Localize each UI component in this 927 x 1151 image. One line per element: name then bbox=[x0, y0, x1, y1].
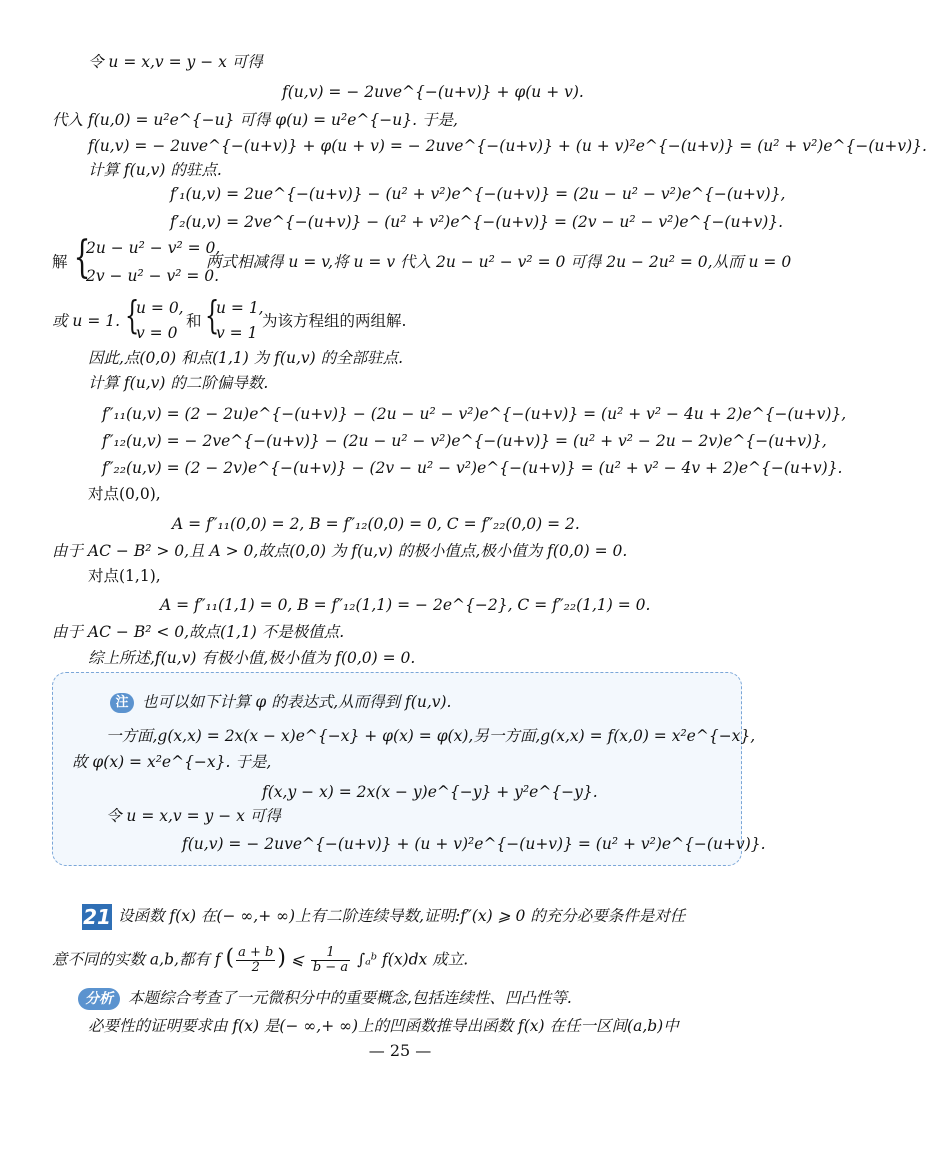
equation-line: f(u,v) = − 2uve^{−(u+v)} + φ(u + v) = − 2uve^{−(u+v)} + (u + v)²e^{−(u+v)} = (u² + v²)e^{−(u+v)}. bbox=[88, 137, 927, 155]
fraction bbox=[311, 946, 350, 975]
equation-line: f″₁₂(u,v) = − 2ve^{−(u+v)} − (2u − u² − v²)e^{−(u+v)} = (u² + v² − 2u − 2v)e^{−(u+v)}, bbox=[102, 432, 827, 450]
equation-line: f″₂₂(u,v) = (2 − 2v)e^{−(u+v)} − (2v − u² − v²)e^{−(u+v)} = (u² + v² − 4v + 2)e^{−(u+v)}. bbox=[102, 459, 843, 477]
text-line: 因此,点(0,0) 和点(1,1) 为 f(u,v) 的全部驻点. bbox=[88, 349, 404, 367]
note-text: 也可以如下计算 φ 的表达式,从而得到 f(u,v). bbox=[142, 693, 452, 711]
equation-line: f′₂(u,v) = 2ve^{−(u+v)} − (u² + v²)e^{−(u+v)} = (2v − u² − v²)e^{−(u+v)}. bbox=[170, 213, 784, 231]
equation-line: u = 0, bbox=[136, 299, 184, 317]
text-line: 代入 f(u,0) = u²e^{−u} 可得 φ(u) = u²e^{−u}. 于是, bbox=[52, 111, 458, 129]
equation-line: f″₁₁(u,v) = (2 − 2u)e^{−(u+v)} − (2u − u² − v²)e^{−(u+v)} = (u² + v² − 4u + 2)e^{−(u+v)}, bbox=[102, 405, 847, 423]
note-text: 故 φ(x) = x²e^{−x}. 于是, bbox=[72, 753, 272, 771]
equation-line: 2v − u² − v² = 0. bbox=[86, 267, 220, 285]
equation-line: u = 1, bbox=[216, 299, 264, 317]
analysis-badge: 分析 bbox=[78, 988, 120, 1010]
text-line: 由于 AC − B² > 0,且 A > 0,故点(0,0) 为 f(u,v) 的极小值点,极小值为 f(0,0) = 0. bbox=[52, 542, 628, 560]
equation-line: f(u,v) = − 2uve^{−(u+v)} + φ(u + v). bbox=[282, 83, 584, 101]
text-line: 由于 AC − B² < 0,故点(1,1) 不是极值点. bbox=[52, 623, 345, 641]
text-line: 计算 f(u,v) 的驻点. bbox=[88, 161, 222, 179]
fraction-denominator: 2 bbox=[251, 960, 260, 975]
page-number: — 25 — bbox=[368, 1041, 432, 1060]
brace-symbol: { bbox=[204, 293, 220, 337]
note-equation: f(u,v) = − 2uve^{−(u+v)} + (u + v)²e^{−(u+v)} = (u² + v²)e^{−(u+v)}. bbox=[182, 835, 766, 853]
analysis-text: 本题综合考查了一元微积分中的重要概念,包括连续性、凹凸性等. bbox=[128, 989, 572, 1007]
note-text: 一方面,g(x,x) = 2x(x − x)e^{−x} + φ(x) = φ(x),另一方面,g(x,x) = f(x,0) = x²e^{−x}, bbox=[106, 727, 756, 745]
text-line: 解 bbox=[52, 253, 68, 271]
equation-line: A = f″₁₁(0,0) = 2, B = f″₁₂(0,0) = 0, C = f″₂₂(0,0) = 2. bbox=[172, 515, 580, 533]
note-badge: 注 bbox=[110, 693, 134, 713]
fraction-denominator: b − a bbox=[312, 960, 349, 975]
equation-line: f′₁(u,v) = 2ue^{−(u+v)} − (u² + v²)e^{−(u+v)} = (2u − u² − v²)e^{−(u+v)}, bbox=[170, 185, 786, 203]
brace-symbol: { bbox=[73, 232, 91, 283]
problem-number-badge: 21 bbox=[83, 905, 111, 929]
note-equation: f(x,y − x) = 2x(x − y)e^{−y} + y²e^{−y}. bbox=[262, 783, 598, 801]
fraction bbox=[236, 946, 275, 975]
text-line: 令 u = x,v = y − x 可得 bbox=[88, 53, 263, 71]
problem-statement bbox=[82, 904, 685, 930]
problem-text: 意不同的实数 a,b,都有 f bbox=[52, 950, 221, 969]
text-line: 为该方程组的两组解. bbox=[262, 312, 407, 330]
brace-symbol: { bbox=[124, 293, 140, 337]
problem-text: ⩽ bbox=[290, 950, 304, 969]
note-text: 令 u = x,v = y − x 可得 bbox=[106, 807, 281, 825]
analysis-line bbox=[78, 988, 572, 1010]
text-line: 综上所述,f(u,v) 有极小值,极小值为 f(0,0) = 0. bbox=[88, 649, 416, 667]
text-line: 计算 f(u,v) 的二阶偏导数. bbox=[88, 374, 269, 392]
note-heading bbox=[110, 692, 452, 713]
analysis-text: 必要性的证明要求由 f(x) 是(− ∞,+ ∞)上的凹函数推导出函数 f(x) 在任一区间(a,b)中 bbox=[88, 1017, 679, 1035]
equation-line: v = 0 bbox=[136, 324, 178, 342]
problem-statement-cont: 意不同的实数 a,b,都有 f ( $\frac{a + b}{2}$ ) ⩽ $\frac{1}{b - a}$ ∫ₐᵇ f(x)dx 成立. bbox=[52, 945, 469, 975]
equation-line: A = f″₁₁(1,1) = 0, B = f″₁₂(1,1) = − 2e^{−2}, C = f″₂₂(1,1) = 0. bbox=[160, 596, 651, 614]
fraction-numerator: a + b bbox=[238, 945, 274, 960]
problem-text: 设函数 f(x) 在(− ∞,+ ∞)上有二阶连续导数,证明:f″(x) ⩾ 0 的充分必要条件是对任 bbox=[118, 907, 686, 925]
fraction-numerator: 1 bbox=[311, 946, 350, 961]
equation-line: v = 1 bbox=[216, 324, 258, 342]
problem-text: ∫ₐᵇ f(x)dx 成立. bbox=[357, 950, 469, 969]
equation-line: 2u − u² − v² = 0, bbox=[86, 239, 221, 257]
text-line: 和 bbox=[186, 312, 202, 330]
text-line: 或 u = 1. bbox=[52, 312, 121, 330]
text-line: 对点(1,1), bbox=[88, 567, 161, 585]
text-line: 两式相减得 u = v,将 u = v 代入 2u − u² − v² = 0 可得 2u − 2u² = 0,从而 u = 0 bbox=[206, 253, 792, 271]
text-line: 对点(0,0), bbox=[88, 485, 161, 503]
